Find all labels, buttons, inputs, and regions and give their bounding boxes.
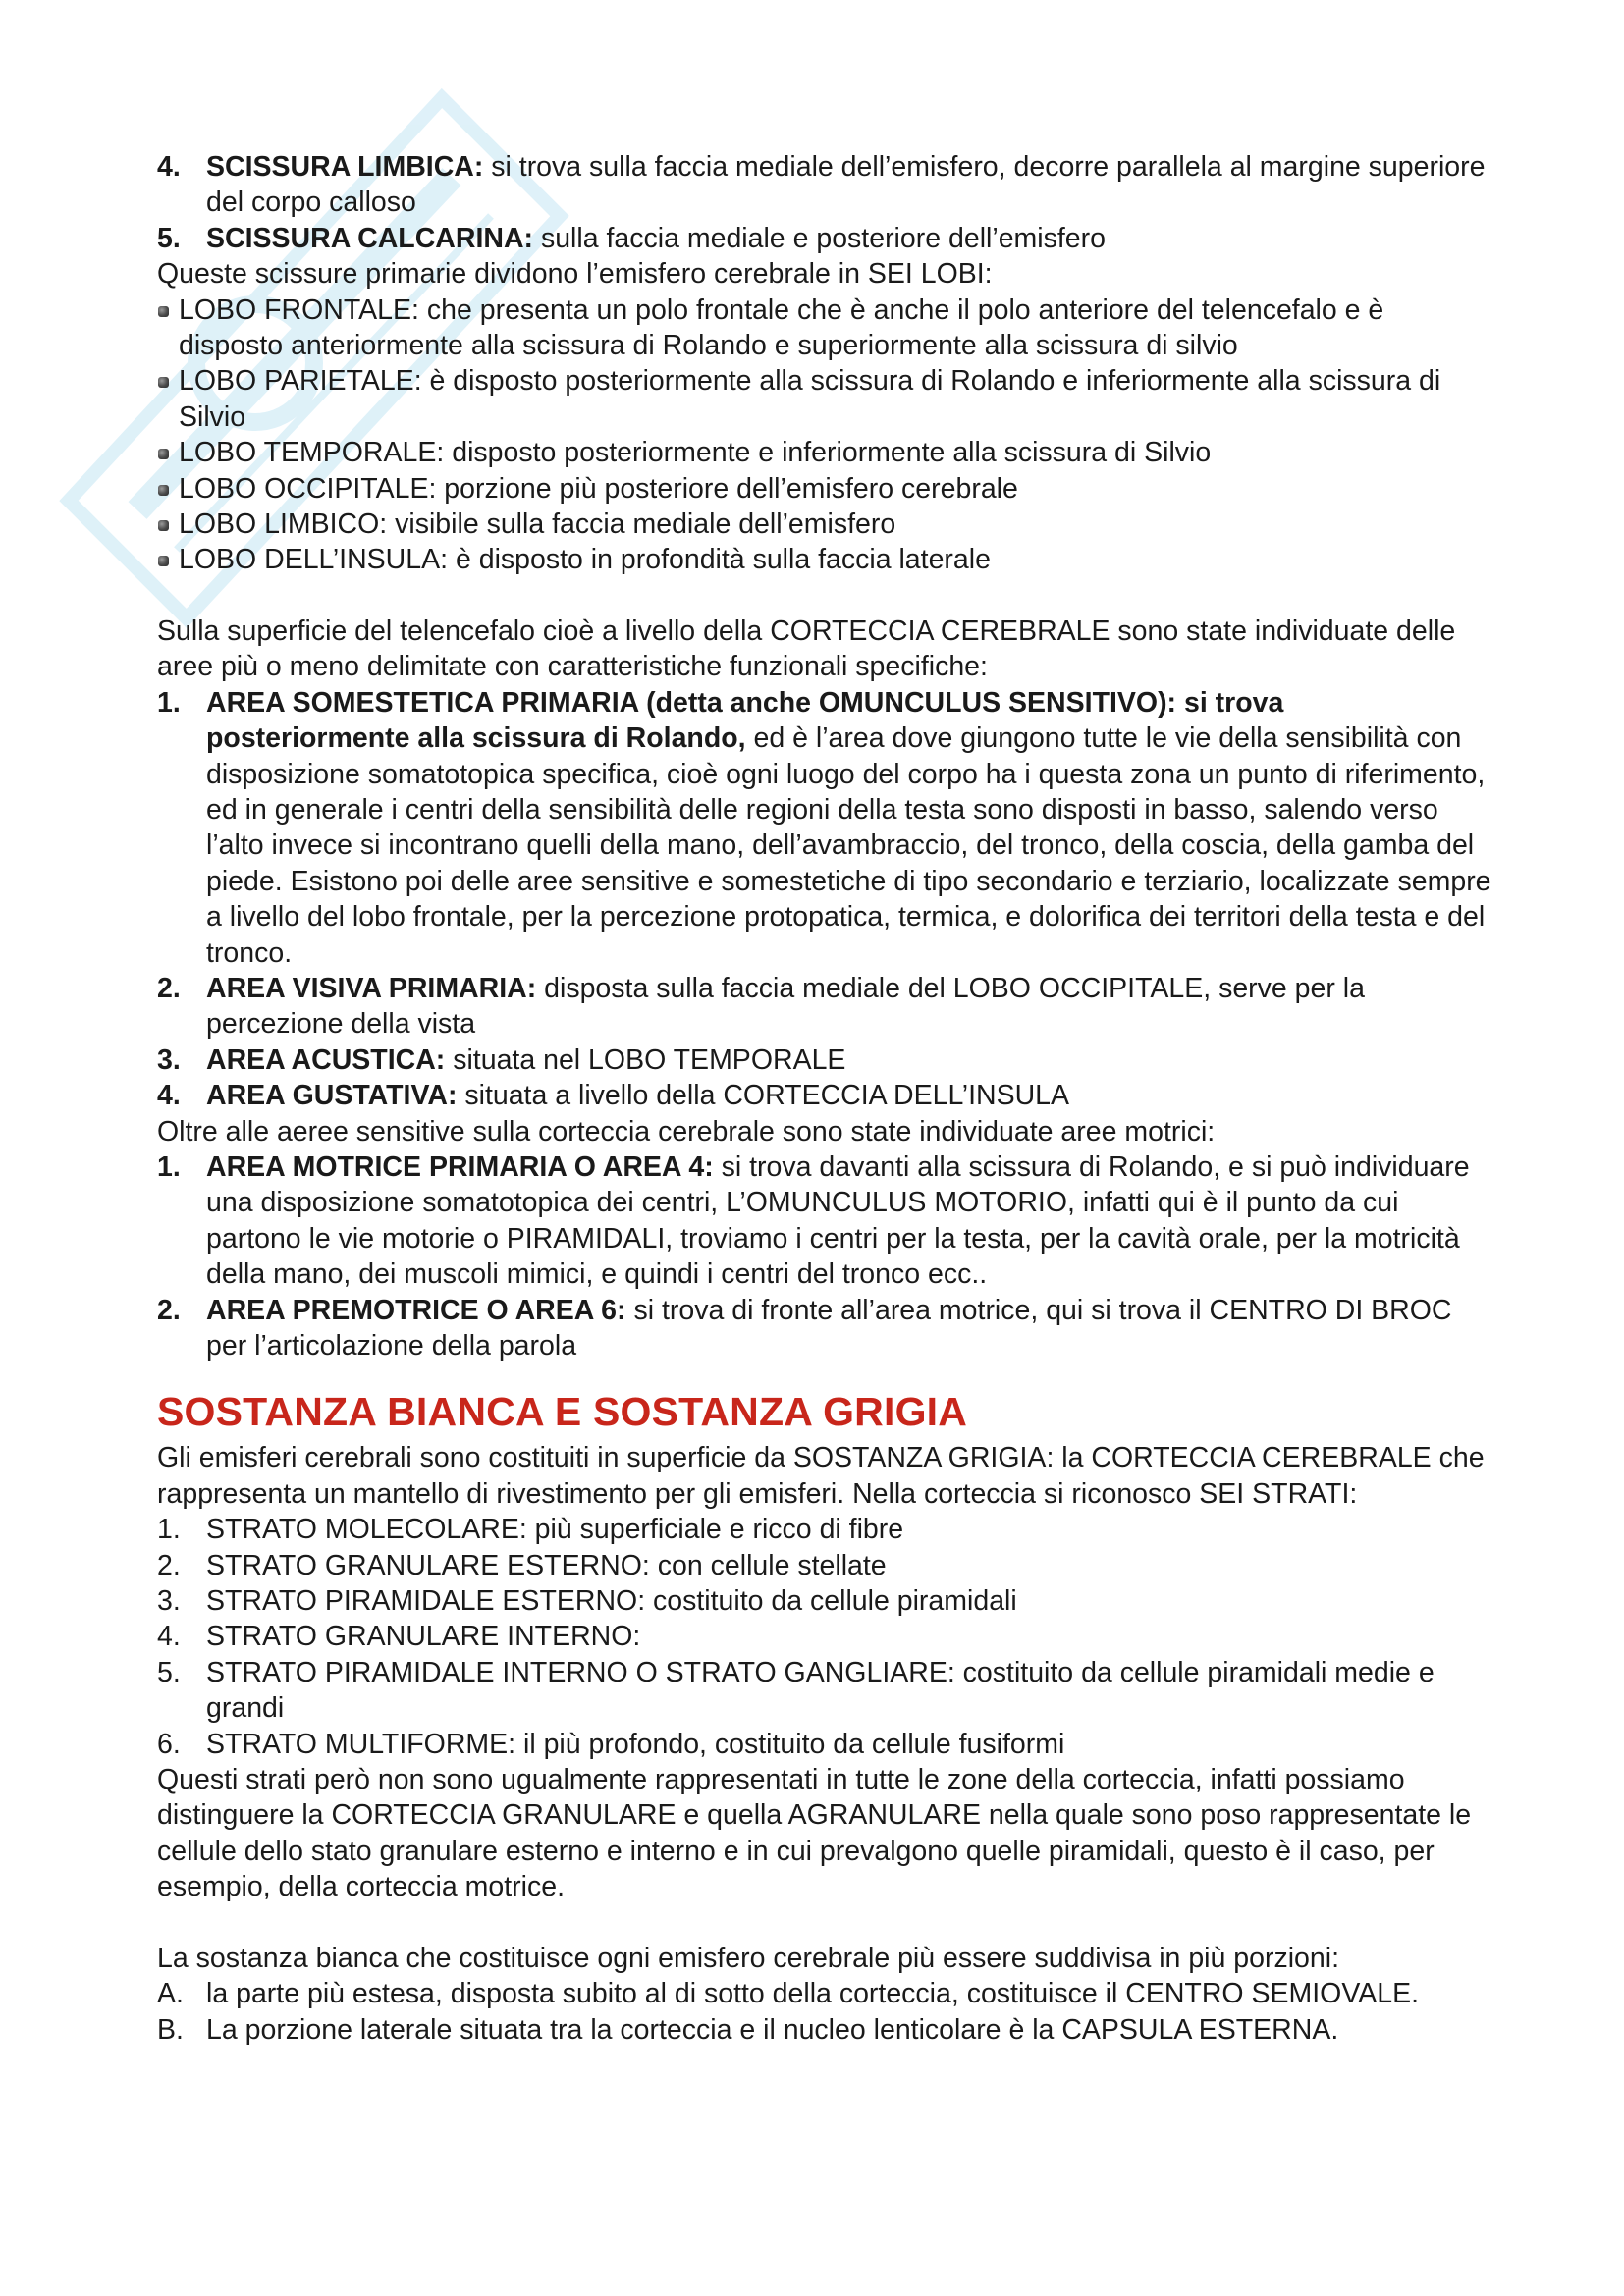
list-letter: A.: [157, 1978, 184, 2010]
term-label: AREA MOTRICE PRIMARIA O AREA 4:: [206, 1150, 714, 1183]
bullet-icon: [157, 435, 179, 470]
list-letter: B.: [157, 2013, 184, 2046]
term-description: sulla faccia mediale e posteriore dell’emisfero: [533, 222, 1106, 254]
list-item: [157, 1293, 1492, 1364]
term-description: disposta sulla faccia mediale del LOBO OCCIPITALE, serve per la percezione della vista: [206, 972, 1365, 1041]
list-number: 2.: [157, 972, 181, 1004]
list-item: LOBO LIMBICO: visibile sulla faccia mediale dell’emisfero: [157, 507, 1492, 542]
section-heading: SOSTANZA BIANCA E SOSTANZA GRIGIA: [157, 1389, 968, 1435]
paragraph-spacer: [157, 1905, 1492, 1941]
bianca-list: [157, 1976, 1492, 2048]
list-item: [157, 1078, 1492, 1113]
strati-list: [157, 1512, 1492, 1762]
list-item: [157, 221, 1492, 256]
term-description: situata nel LOBO TEMPORALE: [445, 1043, 846, 1076]
list-number: 3.: [157, 1585, 181, 1618]
list-item: [157, 1042, 1492, 1078]
document-body: [157, 149, 1492, 2048]
list-item: [157, 1149, 1492, 1293]
strati-outro: Questi strati però non sono ugualmente rappresentati in tutte le zone della corteccia, infatti possiamo distinguere la CORTECCIA GRANULARE e quella AGRANULARE nella quale sono poso rappresentate le cellule dello stato granulare esterno e interno e in cui prevalgono quelle piramidali, questo è il caso, per esempio, della corteccia motrice.: [157, 1764, 1472, 1903]
term-description: si trova di fronte all’area motrice, qui si trova il CENTRO DI BROC per l’articolazione della parola: [206, 1294, 1452, 1362]
term-description: ed è l’area dove giungono tutte le vie della sensibilità con disposizione somatotopica specifica, cioè ogni luogo del corpo ha i questa zona un punto di riferimento, ed in generale i centri della sensibilità delle regioni della testa sono disposti in basso, salendo verso l’alto invece si incontrano quelli della mano, dell’avambraccio, del tronco, della coscia, della gamba del piede. Esistono poi delle aree sensitive e somestetiche di tipo secondario e terziario, localizzate sempre a livello del lobo frontale, per la percezione protopatica, termica, e dolorifica dei territori della testa e del tronco.: [206, 722, 1491, 969]
list-item: A. la parte più estesa, disposta subito al di sotto della corteccia, costituisce il CENTRO SEMIOVALE.: [157, 1976, 1492, 2011]
term-label: SCISSURA CALCARINA:: [206, 222, 534, 254]
list-item: 4. STRATO GRANULARE INTERNO:: [157, 1619, 1492, 1654]
term-label: AREA PREMOTRICE O AREA 6:: [206, 1294, 626, 1326]
list-number: 3.: [157, 1043, 181, 1076]
list-number: 5.: [157, 1656, 181, 1688]
list-number: 2.: [157, 1294, 181, 1326]
list-item: LOBO DELL’INSULA: è disposto in profondità sulla faccia laterale: [157, 542, 1492, 577]
motrici-intro: Oltre alle aeree sensitive sulla corteccia cerebrale sono state individuate aree motrici:: [157, 1115, 1216, 1148]
term-label: AREA ACUSTICA:: [206, 1043, 446, 1076]
list-number: 2.: [157, 1549, 181, 1581]
list-item: LOBO FRONTALE: che presenta un polo frontale che è anche il polo anteriore del telencefalo e è disposto anteriormente alla scissura di Rolando e superiormente alla scissura di silvio: [157, 293, 1492, 364]
list-number: 1.: [157, 1514, 181, 1546]
bianca-intro: La sostanza bianca che costituisce ogni emisfero cerebrale più essere suddivisa in più porzioni:: [157, 1942, 1339, 1974]
paragraph-spacer: [157, 578, 1492, 614]
list-item: [157, 685, 1492, 971]
list-number: 4.: [157, 1621, 181, 1653]
aree-motrici-list: [157, 1149, 1492, 1363]
aree-sensitive-list: [157, 685, 1492, 1114]
list-item: 1. STRATO MOLECOLARE: più superficiale e ricco di fibre: [157, 1512, 1492, 1547]
term-description: si trova davanti alla scissura di Rolando, e si può individuare una disposizione somatotopica dei centri, L’OMUNCULUS MOTORIO, infatti qui è il punto da cui partono le vie motorie o PIRAMIDALI, troviamo i centri per la testa, per la cavità orale, per la motricità della mano, dei muscoli mimici, e quindi i centri del tronco ecc..: [206, 1150, 1470, 1291]
list-number: 5.: [157, 222, 181, 254]
term-label: SCISSURA LIMBICA:: [206, 151, 484, 183]
bullet-icon: [157, 507, 179, 542]
bullet-icon: [157, 471, 179, 507]
list-item: 3. STRATO PIRAMIDALE ESTERNO: costituito da cellule piramidali: [157, 1583, 1492, 1619]
list-number: 1.: [157, 686, 181, 719]
term-description: si trova sulla faccia mediale dell’emisfero, decorre parallela al margine superiore del corpo calloso: [206, 151, 1486, 219]
lobi-intro: Queste scissure primarie dividono l’emisfero cerebrale in SEI LOBI:: [157, 258, 993, 291]
list-number: 6.: [157, 1728, 181, 1760]
bullet-icon: [157, 363, 179, 399]
list-number: 1.: [157, 1150, 181, 1183]
list-item: B. La porzione laterale situata tra la corteccia e il nucleo lenticolare è la CAPSULA ESTERNA.: [157, 2012, 1492, 2048]
list-item: LOBO TEMPORALE: disposto posteriormente e inferiormente alla scissura di Silvio: [157, 435, 1492, 470]
lobi-list: [157, 293, 1492, 578]
term-label: AREA SOMESTETICA PRIMARIA (detta anche OMUNCULUS SENSITIVO): si trova posteriormente alla scissura di Rolando,: [206, 686, 1284, 755]
corteccia-intro: Sulla superficie del telencefalo cioè a livello della CORTECCIA CEREBRALE sono state individuate delle aree più o meno delimitate con caratteristiche funzionali specifiche:: [157, 614, 1456, 683]
bullet-icon: [157, 542, 179, 577]
list-number: 4.: [157, 151, 181, 183]
list-item: LOBO PARIETALE: è disposto posteriormente alla scissura di Rolando e inferiormente alla scissura di Silvio: [157, 363, 1492, 435]
list-item: 6. STRATO MULTIFORME: il più profondo, costituito da cellule fusiformi: [157, 1727, 1492, 1762]
bullet-icon: [157, 293, 179, 328]
sostanza-intro: Gli emisferi cerebrali sono costituiti in superficie da SOSTANZA GRIGIA: la CORTECCIA CEREBRALE che rappresenta un mantello di rivestimento per gli emisferi. Nella corteccia si riconosco SEI STRATI:: [157, 1442, 1485, 1510]
list-number: 4.: [157, 1080, 181, 1112]
list-item: [157, 971, 1492, 1042]
list-item: LOBO OCCIPITALE: porzione più posteriore dell’emisfero cerebrale: [157, 471, 1492, 507]
list-item: 5. STRATO PIRAMIDALE INTERNO O STRATO GANGLIARE: costituito da cellule piramidali medie e grandi: [157, 1656, 1435, 1725]
term-label: AREA GUSTATIVA:: [206, 1080, 458, 1112]
scissure-list: [157, 149, 1492, 256]
list-item: [157, 149, 1492, 221]
term-description: situata a livello della CORTECCIA DELL’INSULA: [457, 1080, 1070, 1112]
term-label: AREA VISIVA PRIMARIA:: [206, 972, 537, 1004]
list-item: 2. STRATO GRANULARE ESTERNO: con cellule stellate: [157, 1548, 1492, 1583]
